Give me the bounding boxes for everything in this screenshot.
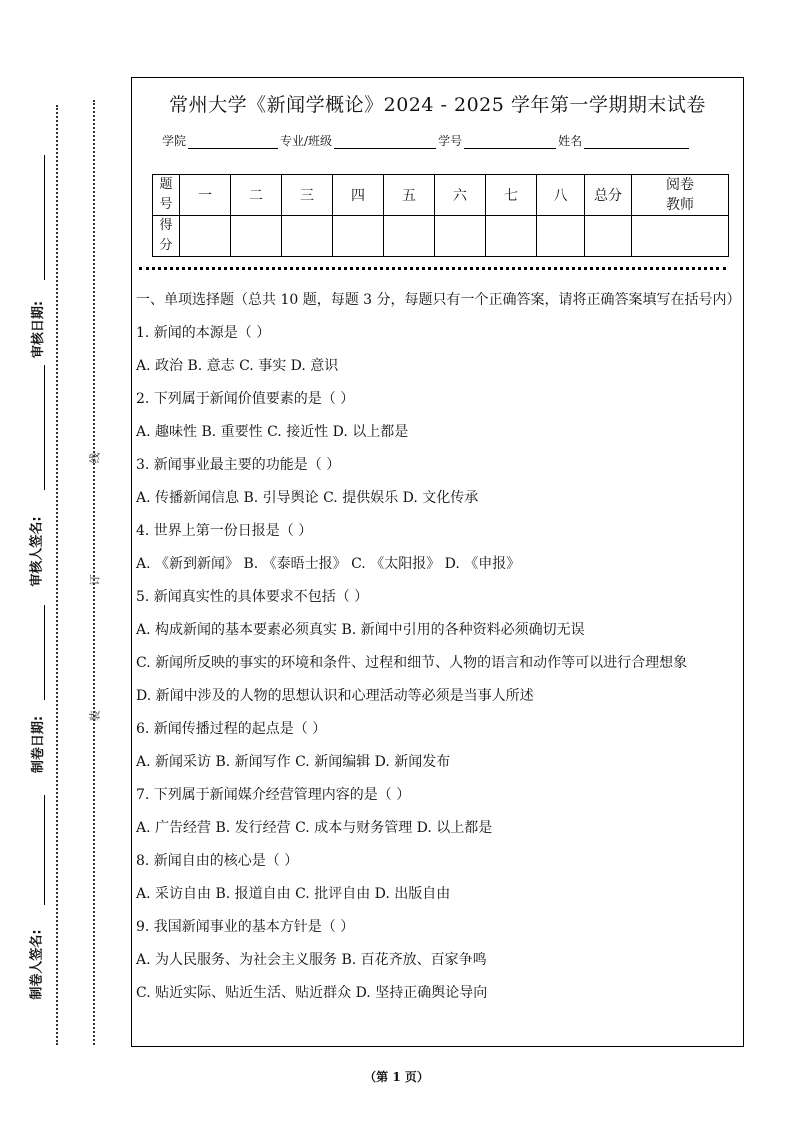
major-label: 专业/班级 (280, 134, 333, 148)
exam-frame (131, 77, 744, 1047)
col-4: 四 (333, 175, 384, 216)
major-field[interactable] (334, 136, 436, 149)
col-total: 总分 (585, 175, 632, 216)
col-6: 六 (435, 175, 486, 216)
name-field[interactable] (584, 136, 689, 149)
question-number-header: 题 号 (153, 175, 180, 216)
question-section (136, 290, 740, 1003)
question-7: 7. 下列属于新闻媒介经营管理内容的是（ ） (136, 787, 411, 803)
binding-char-line: 线 (88, 452, 102, 464)
score-table-header-row (153, 175, 729, 216)
options-4: A. 《新到新闻》 B. 《泰晤士报》 C. 《太阳报》 D. 《申报》 (136, 556, 521, 572)
score-cell-total[interactable] (585, 216, 632, 257)
option-5-ab: A. 构成新闻的基本要素必须真实 B. 新闻中引用的各种资料必须确切无误 (136, 622, 585, 638)
col-1: 一 (180, 175, 231, 216)
options-1: A. 政治 B. 意志 C. 事实 D. 意识 (136, 358, 339, 374)
col-2: 二 (231, 175, 282, 216)
question-5: 5. 新闻真实性的具体要求不包括（ ） (136, 589, 369, 605)
student-id-label: 学号 (438, 134, 463, 148)
reviewer-signature-label: 审核人签名: (29, 516, 45, 587)
options-7: A. 广告经营 B. 发行经营 C. 成本与财务管理 D. 以上都是 (136, 820, 493, 836)
question-2: 2. 下列属于新闻价值要素的是（ ） (136, 391, 355, 407)
student-info-row (162, 132, 691, 149)
score-cell[interactable] (333, 216, 384, 257)
options-6: A. 新闻采访 B. 新闻写作 C. 新闻编辑 D. 新闻发布 (136, 754, 451, 770)
score-cell[interactable] (180, 216, 231, 257)
score-cell[interactable] (486, 216, 537, 257)
reviewer-header: 阅卷 教师 (632, 175, 729, 216)
signature-line-preparer (44, 795, 45, 905)
preparer-signature-label: 制卷人签名: (29, 929, 45, 1000)
options-3: A. 传播新闻信息 B. 引导舆论 C. 提供娱乐 D. 文化传承 (136, 490, 479, 506)
college-label: 学院 (162, 134, 187, 148)
section-divider (139, 267, 726, 270)
score-cell[interactable] (384, 216, 435, 257)
section-heading: 一、单项选择题（总共 10 题，每题 3 分，每题只有一个正确答案，请将正确答案填写在括号内） (136, 292, 741, 308)
score-table-score-row (153, 216, 729, 257)
signature-line-reviewer (44, 365, 45, 490)
reviewer-cell[interactable] (632, 216, 729, 257)
col-8: 八 (537, 175, 585, 216)
options-2: A. 趣味性 B. 重要性 C. 接近性 D. 以上都是 (136, 424, 409, 440)
question-3: 3. 新闻事业最主要的功能是（ ） (136, 457, 341, 473)
question-4: 4. 世界上第一份日报是（ ） (136, 523, 313, 539)
name-label: 姓名 (558, 134, 583, 148)
question-9: 9. 我国新闻事业的基本方针是（ ） (136, 919, 355, 935)
binding-char-staple: 订 (88, 574, 102, 586)
signature-line-review-date (44, 155, 45, 280)
prepare-date-label: 制卷日期: (31, 715, 47, 774)
option-5-d: D. 新闻中涉及的人物的思想认识和心理活动等必须是当事人所述 (136, 688, 534, 704)
binding-dotted-line-inner (93, 100, 95, 1045)
score-table (152, 174, 729, 257)
score-cell[interactable] (537, 216, 585, 257)
score-cell[interactable] (282, 216, 333, 257)
college-field[interactable] (188, 136, 278, 149)
question-1: 1. 新闻的本源是（ ） (136, 325, 271, 341)
score-cell[interactable] (435, 216, 486, 257)
exam-title: 常州大学《新闻学概论》2024 - 2025 学年第一学期期末试卷 (169, 94, 706, 116)
signature-line-prepare-date (44, 605, 45, 700)
col-5: 五 (384, 175, 435, 216)
student-id-field[interactable] (464, 136, 556, 149)
col-7: 七 (486, 175, 537, 216)
col-3: 三 (282, 175, 333, 216)
options-8: A. 采访自由 B. 报道自由 C. 批评自由 D. 出版自由 (136, 886, 451, 902)
question-6: 6. 新闻传播过程的起点是（ ） (136, 721, 327, 737)
question-8: 8. 新闻自由的核心是（ ） (136, 853, 299, 869)
option-9-ab: A. 为人民服务、为社会主义服务 B. 百花齐放、百家争鸣 (136, 952, 487, 968)
option-5-c: C. 新闻所反映的事实的环境和条件、过程和细节、人物的语言和动作等可以进行合理想象 (136, 655, 688, 671)
review-date-label: 审核日期: (31, 300, 47, 359)
page-number: （第 1 页） (364, 1070, 429, 1084)
binding-char-bind: 装 (88, 710, 102, 722)
score-row-header: 得 分 (153, 216, 180, 257)
binding-dotted-line-outer (56, 105, 58, 1045)
option-9-cd: C. 贴近实际、贴近生活、贴近群众 D. 坚持正确舆论导向 (136, 985, 488, 1001)
score-cell[interactable] (231, 216, 282, 257)
